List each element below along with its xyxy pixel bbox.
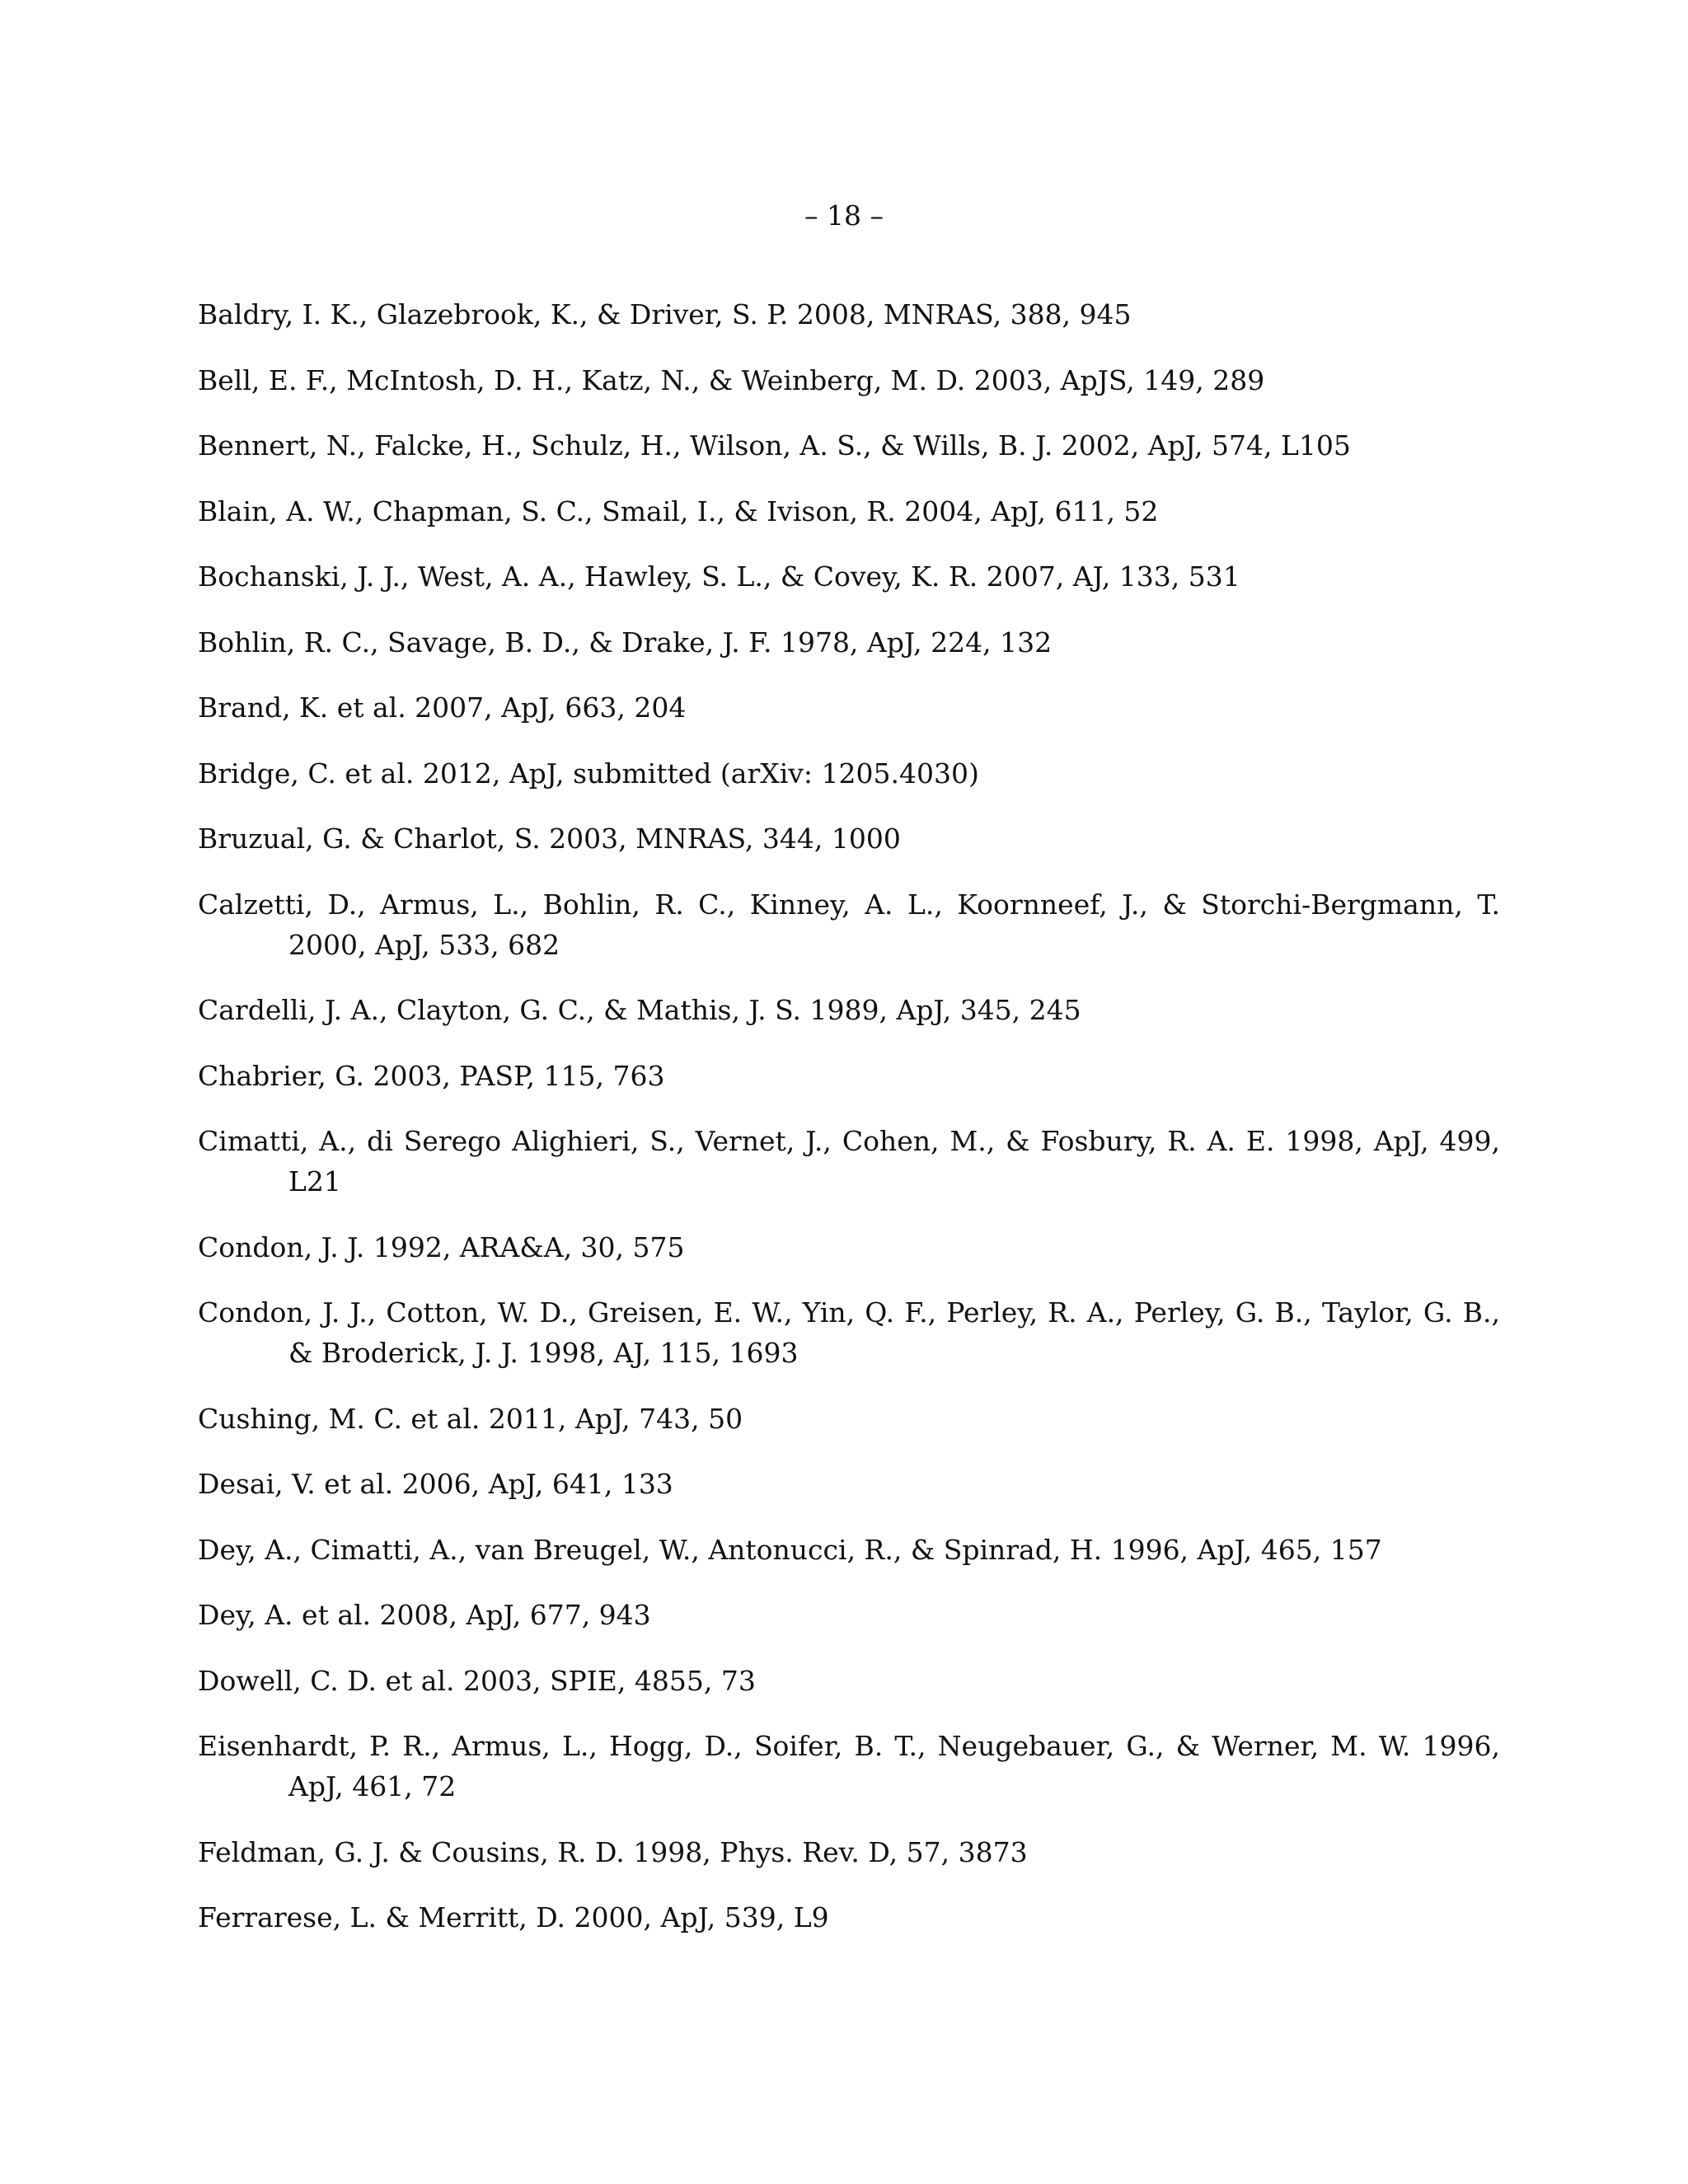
reference-entry: Cushing, M. C. et al. 2011, ApJ, 743, 50	[198, 1402, 743, 1435]
reference-entry: Feldman, G. J. & Cousins, R. D. 1998, Phys. Rev. D, 57, 3873	[198, 1835, 1028, 1868]
reference-entry: Chabrier, G. 2003, PASP, 115, 763	[198, 1059, 665, 1092]
reference-entry: Condon, J. J. 1992, ARA&A, 30, 575	[198, 1230, 685, 1263]
reference-list	[198, 294, 1500, 1963]
reference-entry: Bochanski, J. J., West, A. A., Hawley, S. L., & Covey, K. R. 2007, AJ, 133, 531	[198, 560, 1240, 593]
reference-entry: Desai, V. et al. 2006, ApJ, 641, 133	[198, 1468, 673, 1500]
page-number: – 18 –	[804, 199, 884, 232]
reference-entry: Bohlin, R. C., Savage, B. D., & Drake, J. F. 1978, ApJ, 224, 132	[198, 626, 1053, 658]
reference-entry: Dowell, C. D. et al. 2003, SPIE, 4855, 73	[198, 1664, 756, 1697]
reference-entry: Calzetti, D., Armus, L., Bohlin, R. C., Kinney, A. L., Koornneef, J., & Storchi-Bergmann, T. 2000, ApJ, 533, 682	[198, 888, 1500, 961]
reference-entry: Dey, A. et al. 2008, ApJ, 677, 943	[198, 1599, 651, 1631]
reference-entry: Bennert, N., Falcke, H., Schulz, H., Wilson, A. S., & Wills, B. J. 2002, ApJ, 574, L105	[198, 429, 1351, 462]
reference-entry: Bruzual, G. & Charlot, S. 2003, MNRAS, 344, 1000	[198, 823, 901, 855]
reference-entry: Brand, K. et al. 2007, ApJ, 663, 204	[198, 691, 687, 724]
reference-entry: Ferrarese, L. & Merritt, D. 2000, ApJ, 539, L9	[198, 1901, 829, 1933]
reference-entry: Condon, J. J., Cotton, W. D., Greisen, E. W., Yin, Q. F., Perley, R. A., Perley, G. B., Taylor, G. B., & Broderick, J. J. 1998, AJ, 115, 1693	[198, 1296, 1500, 1369]
reference-entry: Baldry, I. K., Glazebrook, K., & Driver, S. P. 2008, MNRAS, 388, 945	[198, 298, 1132, 330]
reference-entry: Bridge, C. et al. 2012, ApJ, submitted (arXiv: 1205.4030)	[198, 757, 979, 790]
reference-entry: Dey, A., Cimatti, A., van Breugel, W., Antonucci, R., & Spinrad, H. 1996, ApJ, 465, 157	[198, 1533, 1382, 1566]
reference-entry: Blain, A. W., Chapman, S. C., Smail, I., & Ivison, R. 2004, ApJ, 611, 52	[198, 494, 1159, 527]
reference-entry: Cardelli, J. A., Clayton, G. C., & Mathis, J. S. 1989, ApJ, 345, 245	[198, 994, 1081, 1026]
reference-entry: Eisenhardt, P. R., Armus, L., Hogg, D., Soifer, B. T., Neugebauer, G., & Werner, M. W. 1996, ApJ, 461, 72	[198, 1730, 1500, 1802]
reference-entry: Cimatti, A., di Serego Alighieri, S., Vernet, J., Cohen, M., & Fosbury, R. A. E. 1998, ApJ, 499, L21	[198, 1125, 1500, 1197]
reference-entry: Bell, E. F., McIntosh, D. H., Katz, N., & Weinberg, M. D. 2003, ApJS, 149, 289	[198, 363, 1265, 396]
